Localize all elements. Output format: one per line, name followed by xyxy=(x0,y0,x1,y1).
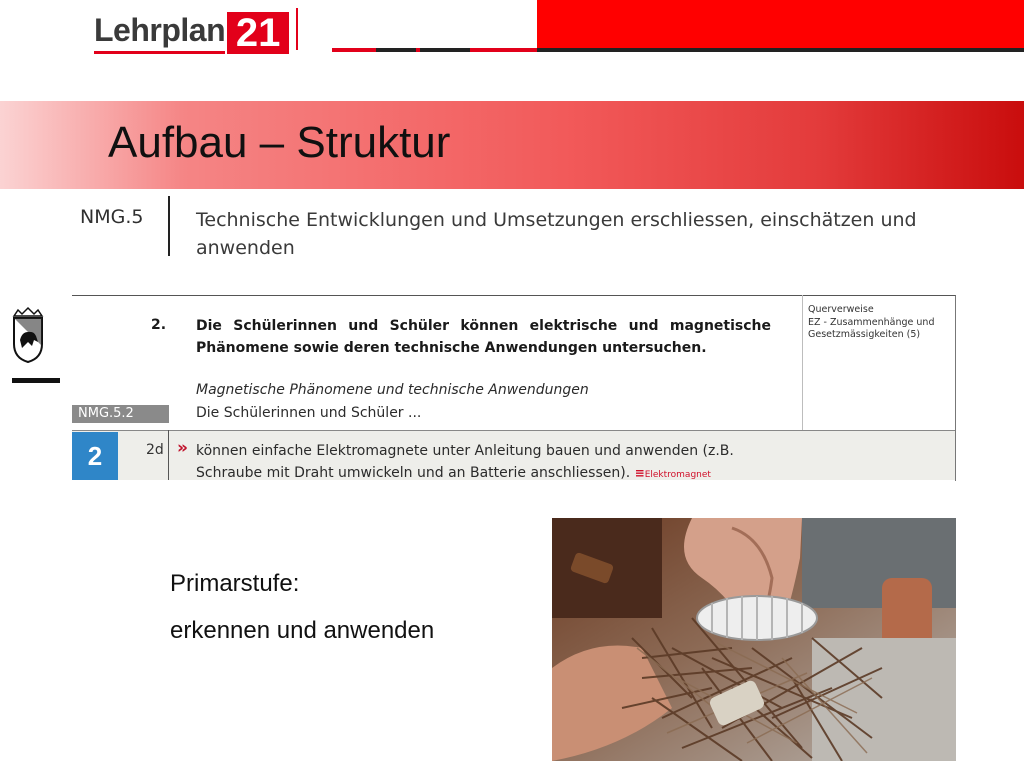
reference-link[interactable]: Elektromagnet xyxy=(644,470,711,480)
competence-topic: Magnetische Phänomene und technische Anwendungen xyxy=(196,382,589,398)
cross-ref-label: Querverweise xyxy=(808,304,874,315)
header-line-red-1 xyxy=(332,48,376,52)
header-red-block xyxy=(537,0,1024,49)
header-line-dark-1 xyxy=(376,48,416,52)
crest-underline xyxy=(12,378,60,383)
bern-crest-icon xyxy=(10,306,46,364)
reference-icon: ≡ xyxy=(634,466,645,480)
header-line-dark-2 xyxy=(420,48,470,52)
cross-ref-text: EZ - Zusammenhänge und Gesetzmässigkeiten (5) xyxy=(808,316,935,340)
level-text xyxy=(196,440,796,486)
cross-references xyxy=(808,304,948,342)
subject-code: NMG.5 xyxy=(80,206,144,228)
slide-title: Aufbau – Struktur xyxy=(108,118,451,167)
bottom-line-1: Primarstufe: xyxy=(170,570,300,597)
logo-number: 21 xyxy=(227,12,289,54)
cycle-badge: 2 xyxy=(72,432,118,480)
level-code: 2d xyxy=(146,442,164,458)
subject-heading: Technische Entwicklungen und Umsetzungen erschliessen, einschätzen und anwenden xyxy=(196,209,917,259)
level-row-divider xyxy=(168,430,169,480)
electromagnet-photo xyxy=(552,518,956,761)
chevron-icon: » xyxy=(177,438,188,458)
level-description: können einfache Elektromagnete unter Anleitung bauen und anwenden (z.B. Schraube mit Draht umwickeln und an Batterie anschliessen). xyxy=(196,443,734,481)
header-line-red-3 xyxy=(470,48,537,52)
competence-number: 2. xyxy=(151,317,167,333)
heading-divider xyxy=(168,196,170,256)
competence-lead: Die Schülerinnen und Schüler ... xyxy=(196,405,422,421)
logo-divider xyxy=(296,8,298,50)
competence-tag: NMG.5.2 xyxy=(72,405,169,423)
logo-word: Lehrplan xyxy=(94,11,225,54)
header-line-dark-3 xyxy=(537,48,1024,52)
bottom-line-2: erkennen und anwenden xyxy=(170,617,435,644)
competence-text: Die Schülerinnen und Schüler können elektrische und magnetische Phänomene sowie deren technische Anwendungen untersuchen. xyxy=(196,318,771,356)
lehrplan21-logo xyxy=(94,6,289,54)
